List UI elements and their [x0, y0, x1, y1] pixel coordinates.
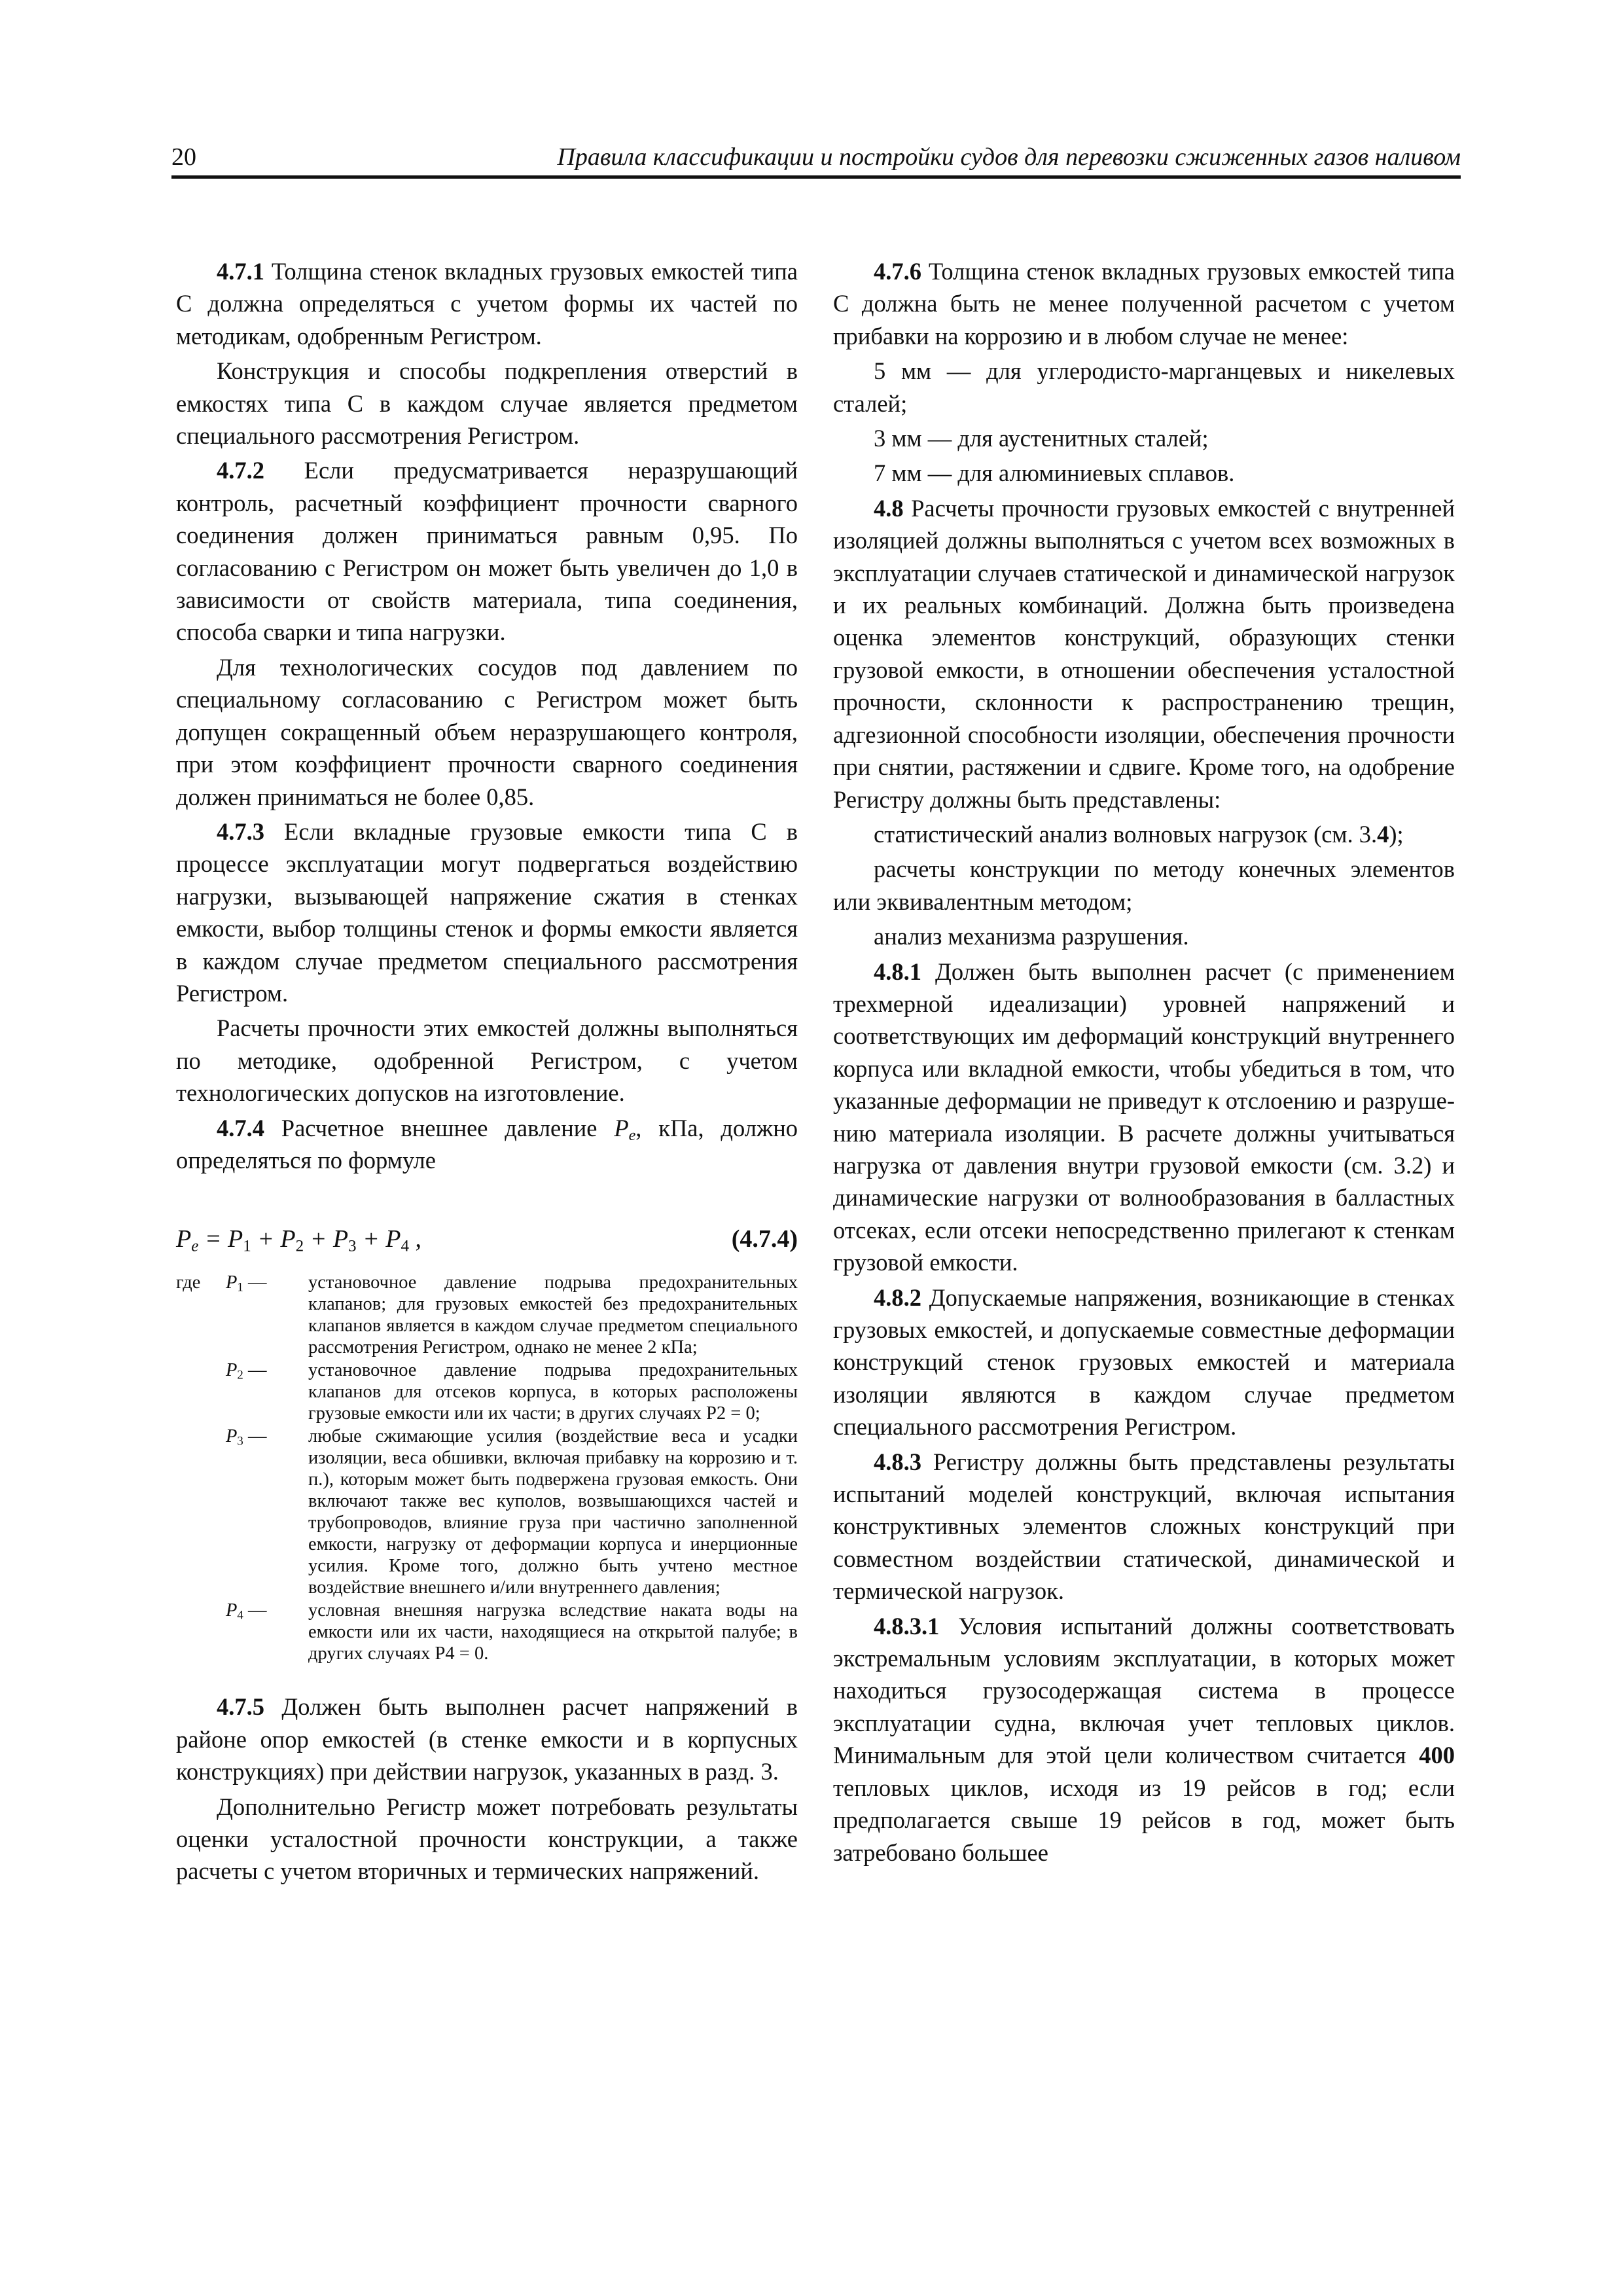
- list-item: [833, 920, 1455, 952]
- paragraph-text: 3 мм — для аустенитных сталей;: [874, 425, 1209, 452]
- list-item: [833, 422, 1455, 454]
- list-item: [833, 457, 1455, 489]
- where-dash: —: [243, 1426, 267, 1447]
- section-number: 4.7.2: [217, 457, 264, 484]
- paragraph-text: Толщина стенок вкладных грузовых емкостей типа С должна определяться с учетом формы их частей по методикам, одобренным Регистром.: [176, 258, 798, 350]
- paragraph-4-8-1: [833, 956, 1455, 1279]
- paragraph-4-7-1: [176, 255, 798, 352]
- formula-subscript: 4: [401, 1237, 409, 1255]
- paragraph-text: Расчетное внешнее давление: [264, 1114, 615, 1141]
- formula-subscript: 1: [243, 1237, 251, 1255]
- paragraph-text: расчеты конструкции по методу конечных элементов или эквивалентным методом;: [833, 855, 1455, 915]
- paragraph-text: анализ механизма разрушения.: [874, 923, 1189, 950]
- paragraph-text: Условия испытаний должны соответствовать экстремальным условиям эксплуатации, в которых может находиться грузосодержащая система в процессе эксплуатации судна, включая учет тепловых циклов. Минимальным для этой цели количеством считается: [833, 1612, 1455, 1769]
- section-number: 4.8.3.1: [874, 1612, 940, 1640]
- right-column: [833, 255, 1455, 1871]
- formula-expression: [176, 1223, 421, 1255]
- where-subscript: 2: [237, 1369, 243, 1383]
- paragraph-4-7-6: [833, 255, 1455, 352]
- page-number: 20: [171, 143, 196, 171]
- where-subscript: 3: [237, 1435, 243, 1449]
- formula-4-7-4: [176, 1221, 798, 1260]
- paragraph-4-8-2: [833, 1282, 1455, 1443]
- where-dash: —: [243, 1272, 267, 1293]
- paragraph-text: Расчеты прочности грузовых емкостей с внутренней изоляцией должны выполняться с учетом всех возможных в эксплуатации случаев статической и динамической нагрузок и их реальных комбинаций. Должна быть произведена оценка элементов конструкций, образующих стенки грузовой емкости, в отношении обеспечения усталостной прочности, склонности к распространению трещин, адгезионной способности изоляции, обеспечения прочности при снятии, растяжении и сдвиге. Кроме того, на одобрение Регистру должны быть представлены:: [833, 494, 1455, 813]
- where-text: условная внешняя нагрузка вследствие наката воды на емкости или их части, находящиеся на открытой палубе; в других случаях P4 = 0.: [308, 1600, 798, 1664]
- where-subscript: 4: [237, 1609, 243, 1623]
- paragraph-text: , кПа, должно определяться по формуле: [176, 1114, 798, 1174]
- symbol-pe-subscript: e: [628, 1126, 636, 1144]
- paragraph-text: );: [1389, 820, 1404, 848]
- where-text: установочное давление подрыва предохранительных клапанов для отсеков корпуса, в которых расположены грузовые емкости или их части; в других случаях P2 = 0;: [308, 1360, 798, 1424]
- where-word: где: [176, 1272, 201, 1293]
- equation-number: (4.7.4): [731, 1225, 798, 1253]
- header-rule: [171, 175, 1461, 179]
- formula-term: = P: [198, 1225, 243, 1253]
- left-column: [176, 255, 798, 1890]
- paragraph-text: Дополнительно Регистр может потребовать результаты оценки усталостной прочности конструкции, а также расчеты с учетом вторичных и термических напряжений.: [176, 1793, 798, 1885]
- section-number: 4.8.3: [874, 1448, 921, 1475]
- where-label: [176, 1426, 308, 1598]
- paragraph-4-7-3: [176, 816, 798, 1009]
- section-number: 4.7.1: [217, 258, 264, 285]
- where-item-p4: [176, 1600, 798, 1664]
- where-symbol: P: [226, 1360, 238, 1381]
- paragraph: [176, 1791, 798, 1888]
- where-text: любые сжимающие усилия (воздействие веса и усадки изоляции, веса обшивки, включая прибавку на коррозию и т. п.), которым может быть подвержена грузовая емкость. Они включают также вес куполов, возвышающихся частей и трубопроводов, влияние груза при частично заполненной емкости, нагрузку от деформации корпуса и инерционные усилия. Кроме того, должно быть учтено местное воздействие внешнего и/или внутреннего давления;: [308, 1426, 798, 1598]
- list-item: [833, 853, 1455, 918]
- section-number: 4.8.2: [874, 1283, 921, 1311]
- paragraph: [176, 355, 798, 452]
- paragraph-text: Конструкция и способы подкрепления отверстий в емкостях типа С в каждом случае является предметом специального рассмотрения Регистром.: [176, 357, 798, 450]
- section-number: 4.8: [874, 494, 904, 522]
- paragraph: [176, 1012, 798, 1109]
- list-item: [833, 355, 1455, 420]
- formula-term: ,: [408, 1225, 421, 1253]
- where-symbol: P: [226, 1272, 238, 1293]
- paragraph-text: Если предусматривается неразрушающий контроль, расчетный коэффициент прочности сварного соединения должен приниматься равным 0,95. По согласованию с Регистром он может быть увеличен до 1,0 в зависимости от свойств материала, типа соединения, способа сварки и типа нагрузки.: [176, 457, 798, 646]
- paragraph-text: Толщина стенок вкладных грузовых емкостей типа С должна быть не менее полученной расчетом с учетом прибавки на коррозию и в любом случае не менее:: [833, 258, 1455, 350]
- bold-ref: 4: [1377, 820, 1389, 848]
- where-label: [176, 1272, 308, 1358]
- formula-term: + P: [304, 1225, 349, 1253]
- formula-subscript: 3: [348, 1237, 357, 1255]
- where-item-p2: [176, 1359, 798, 1424]
- formula-subscript: e: [191, 1237, 199, 1255]
- section-number: 4.7.5: [217, 1693, 264, 1721]
- paragraph-text: Если вкладные грузовые емкости типа С в процессе эксплуатации могут подвергаться воздействию нагрузки, вызывающей напряжение сжатия в стенках емкости, выбор толщины стенок и формы емкости является в каждом случае предметом специального рассмотрения Регистром.: [176, 817, 798, 1007]
- symbol-pe: P: [614, 1114, 629, 1141]
- bold-number: 400: [1419, 1742, 1455, 1769]
- where-dash: —: [243, 1360, 267, 1381]
- paragraph-text: Регистру должны быть представлены результаты испытаний моделей конструкций, включая испытания конструктивных элементов сложных конструкций при совместном воздействии статической, динамической и термической нагрузок.: [833, 1448, 1455, 1605]
- where-symbol: P: [226, 1426, 238, 1447]
- paragraph-text: 7 мм — для алюминиевых сплавов.: [874, 459, 1235, 487]
- paragraph-text: Должен быть выполнен расчет напряжений в районе опор емкостей (в стенке емкости и в корпусных конструкциях) при действии нагрузок, указанных в разд. 3.: [176, 1693, 798, 1785]
- where-item-p1: [176, 1272, 798, 1358]
- formula-term: + P: [251, 1225, 296, 1253]
- section-number: 4.8.1: [874, 958, 921, 985]
- section-number: 4.7.3: [217, 817, 264, 845]
- formula-subscript: 2: [295, 1237, 304, 1255]
- paragraph-4-8: [833, 492, 1455, 816]
- where-text: установочное давление подрыва предохранительных клапанов; для грузовых емкостей без предохранительных клапанов является в каждом случае предметом специального рассмотрения Регистром, однако не менее 2 кПа;: [308, 1272, 798, 1358]
- paragraph-text: 5 мм — для углеродисто-марганцевых и никелевых сталей;: [833, 357, 1455, 417]
- paragraph: [176, 651, 798, 813]
- list-item: [833, 818, 1455, 850]
- where-item-p3: [176, 1426, 798, 1598]
- paragraph-4-8-3: [833, 1446, 1455, 1607]
- paragraph-text: тепловых циклов, исходя из 19 рейсов в год; если предполагается свыше 19 рейсов в год, может быть затребовано большее: [833, 1774, 1455, 1866]
- running-title: Правила классификации и постройки судов для перевозки сжиженных газов наливом: [557, 143, 1461, 171]
- paragraph-4-7-5: [176, 1691, 798, 1787]
- section-number: 4.7.4: [217, 1114, 264, 1141]
- where-list: [176, 1272, 798, 1664]
- paragraph-text: Должен быть выполнен расчет (с применением трехмерной идеализации) уровней напряжений и соответствующих им деформаций конструкций внутреннего корпуса или вкладной емкости, чтобы убедиться в том, что указанные деформации не приведут к отслоению и разрушению материала изоляции. В расчете должны учитываться нагрузка от давления внутри грузовой емкости (см. 3.2) и динамические нагрузки от волнообразования в балластных отсеках, если отсеки непосредственно прилегают к стенкам грузовой емкости.: [833, 958, 1455, 1276]
- paragraph-text: Допускаемые напряжения, возникающие в стенках грузовых емкостей, и допускаемые совместные деформации конструкций стенок грузовых емкостей и материала изоляции являются в каждом случае предметом специального рассмотрения Регистром.: [833, 1283, 1455, 1441]
- where-label: [176, 1600, 308, 1664]
- paragraph-4-7-2: [176, 454, 798, 648]
- paragraph-text: статистический анализ волновых нагрузок (см. 3.: [874, 820, 1378, 848]
- formula-term: + P: [356, 1225, 401, 1253]
- where-dash: —: [243, 1600, 267, 1621]
- paragraph-text: Для технологических сосудов под давлением по специальному согласованию с Регистром может быть допущен сокращенный объем неразрушающего контроля, при этом коэффициент прочности сварного соединения должен приниматься не более 0,85.: [176, 653, 798, 810]
- where-subscript: 1: [237, 1281, 243, 1295]
- paragraph-4-8-3-1: [833, 1610, 1455, 1869]
- section-number: 4.7.6: [874, 258, 921, 285]
- paragraph-4-7-4: [176, 1112, 798, 1177]
- paragraph-text: Расчеты прочности этих емкостей должны выполняться по методике, одобренной Регистром, с учетом технологических допусков на изготовление.: [176, 1014, 798, 1107]
- where-symbol: P: [226, 1600, 238, 1621]
- formula-symbol: P: [176, 1225, 192, 1253]
- where-label: [176, 1359, 308, 1424]
